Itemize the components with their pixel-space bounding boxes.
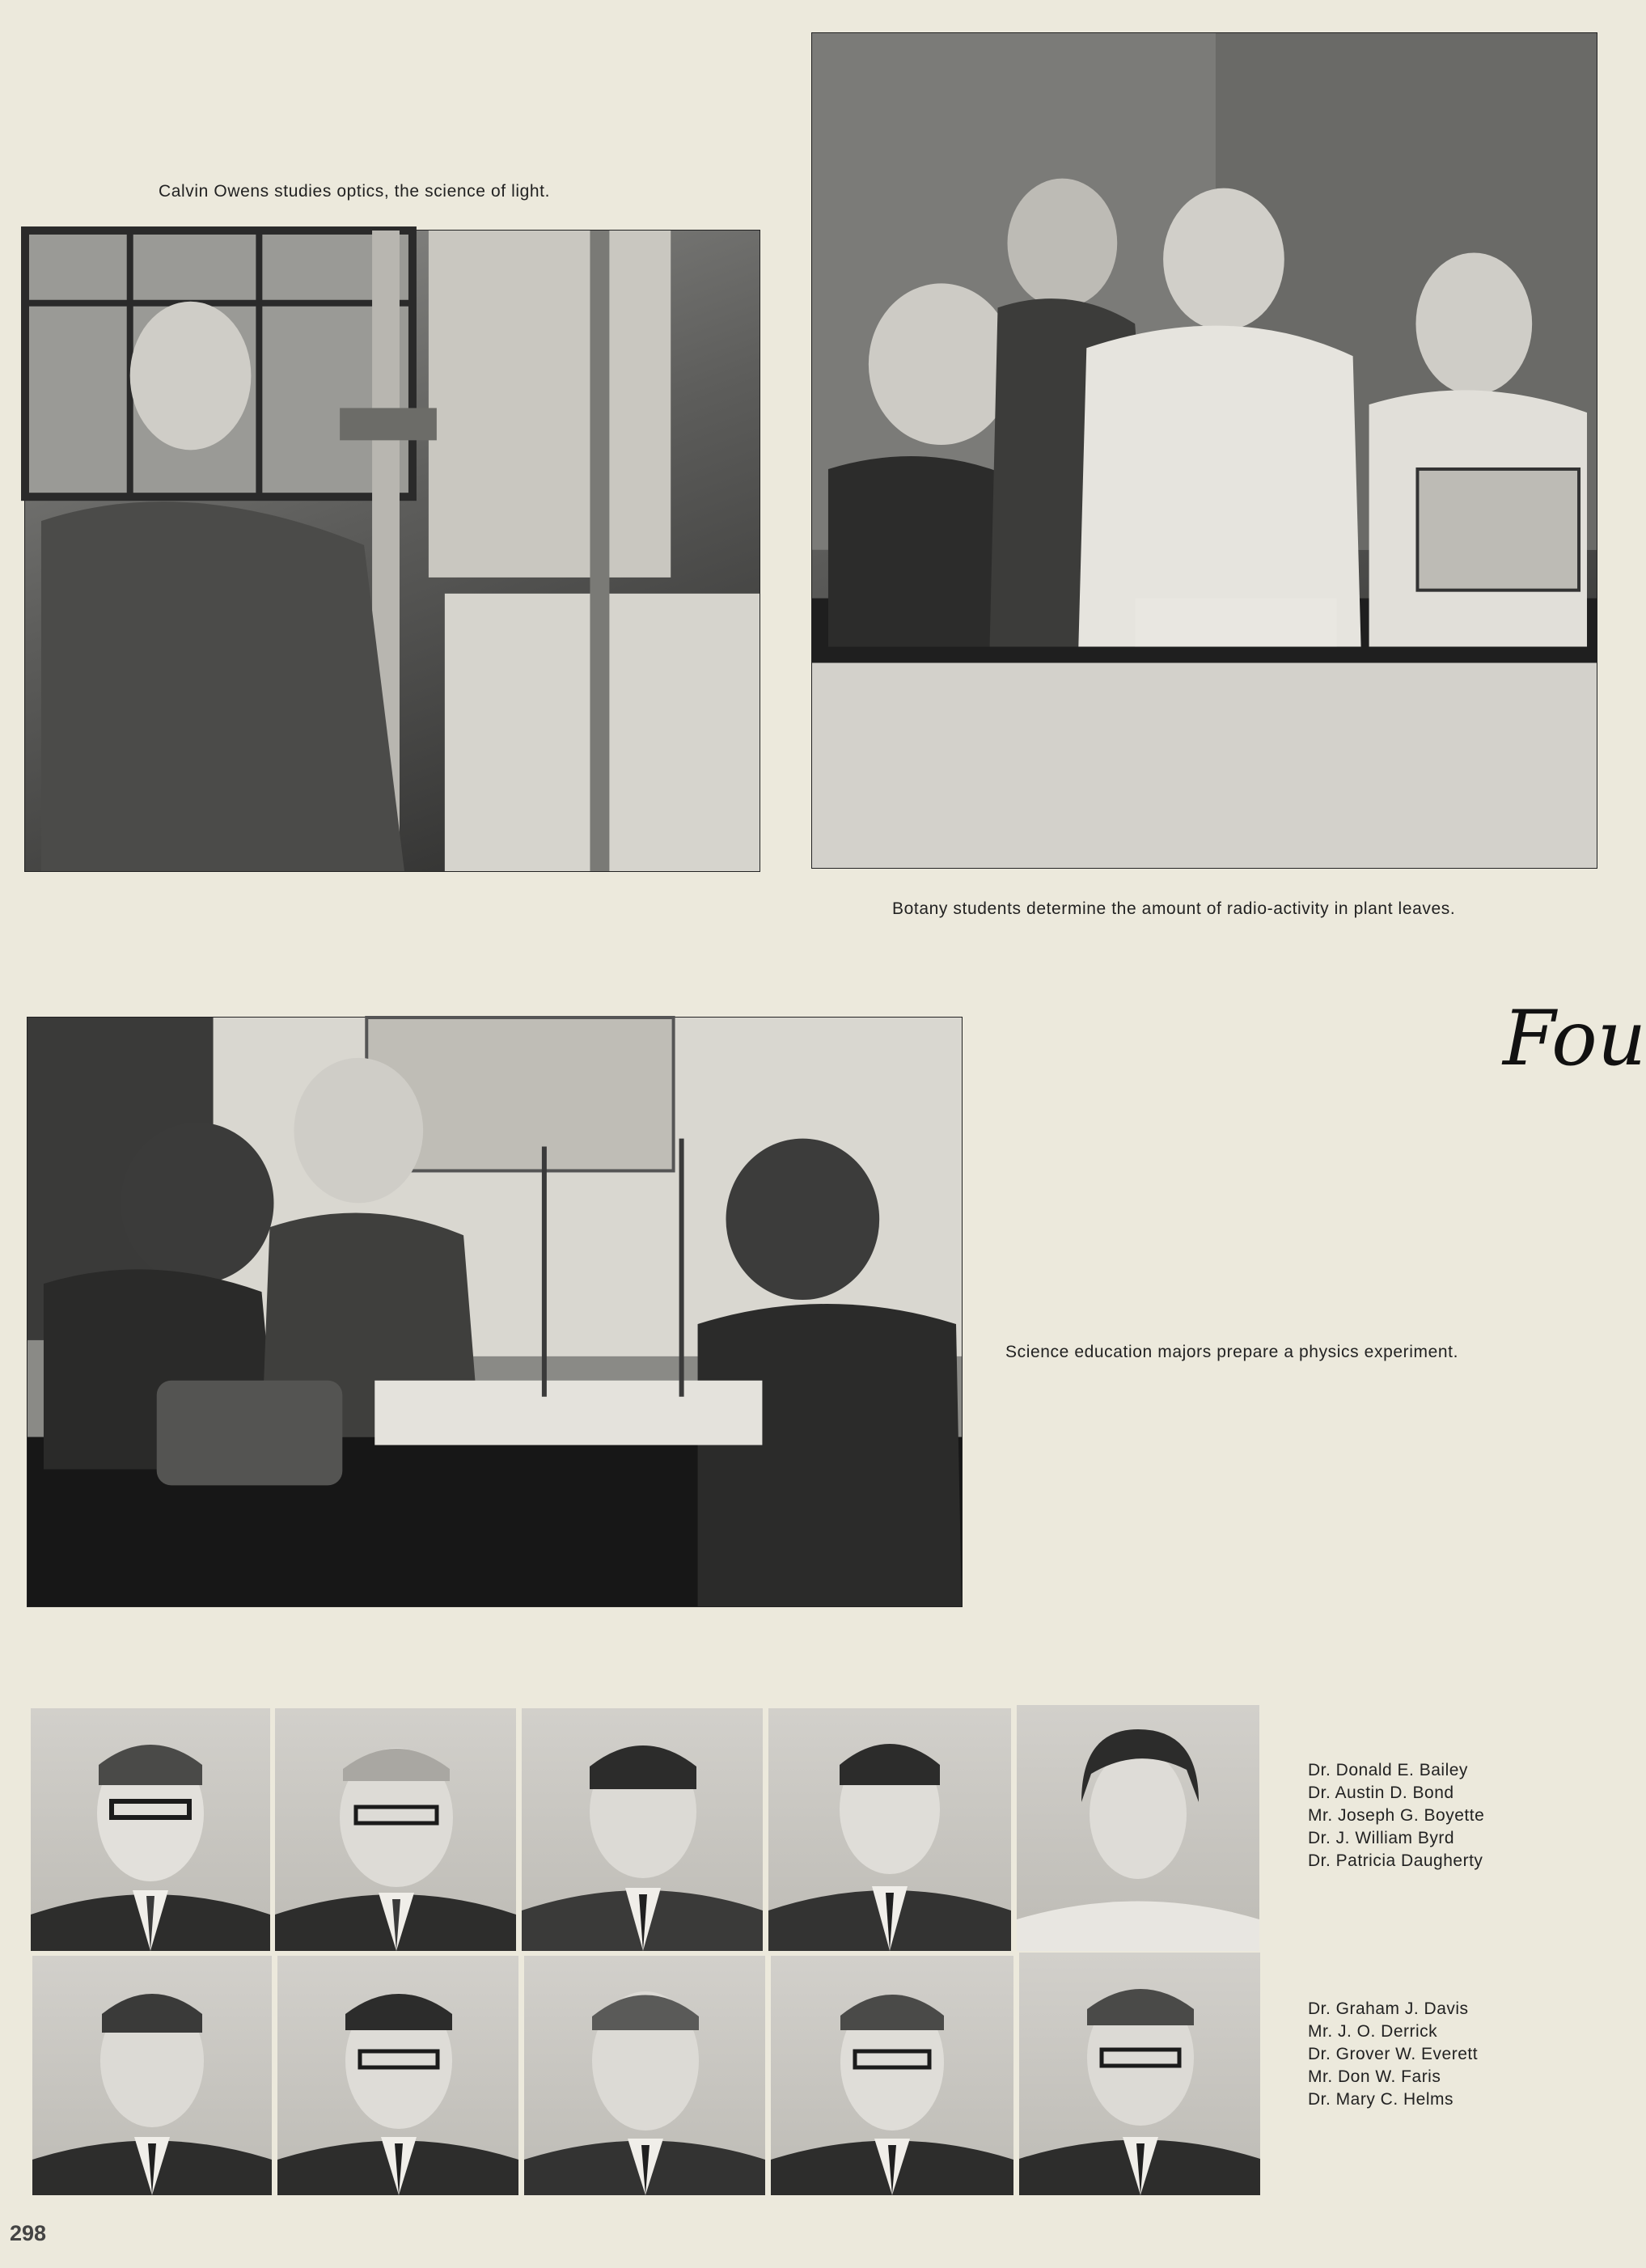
botany-caption: Botany students determine the amount of radio-activity in plant leaves.	[892, 899, 1456, 918]
faculty-name: Mr. Don W. Faris	[1308, 2067, 1441, 2086]
section-headline: Fou	[1503, 995, 1646, 1083]
faculty-name: Dr. Graham J. Davis	[1308, 1999, 1469, 2018]
faculty-name: Dr. J. William Byrd	[1308, 1829, 1455, 1847]
faculty-names-row1	[1308, 1759, 1484, 1872]
faculty-name: Mr. J. O. Derrick	[1308, 2022, 1438, 2041]
optics-caption: Calvin Owens studies optics, the science of light.	[159, 182, 551, 201]
portrait-row1-5	[1017, 1705, 1259, 1951]
portrait-row2-5	[1019, 1953, 1260, 2195]
portrait-row1-3	[522, 1708, 763, 1951]
faculty-name: Dr. Grover W. Everett	[1308, 2045, 1479, 2063]
faculty-name: Dr. Donald E. Bailey	[1308, 1761, 1468, 1779]
page-number: 298	[10, 2221, 47, 2245]
portrait-row2-3	[524, 1956, 765, 2195]
faculty-name: Dr. Austin D. Bond	[1308, 1784, 1454, 1802]
faculty-name: Dr. Mary C. Helms	[1308, 2090, 1454, 2109]
portrait-row1-1	[31, 1708, 270, 1951]
portrait-row2-2	[277, 1956, 518, 2195]
science-education-caption: Science education majors prepare a physics experiment.	[1005, 1343, 1459, 1361]
science-education-photo	[27, 1017, 963, 1607]
portrait-row2-4	[771, 1956, 1013, 2195]
portrait-row1-2	[275, 1708, 516, 1951]
faculty-name: Dr. Patricia Daugherty	[1308, 1851, 1483, 1870]
faculty-name: Mr. Joseph G. Boyette	[1308, 1806, 1485, 1825]
portrait-row2-1	[32, 1956, 272, 2195]
optics-photo	[24, 230, 760, 872]
faculty-names-row2	[1308, 1998, 1478, 2111]
portrait-row1-4	[768, 1708, 1011, 1951]
botany-photo	[811, 32, 1597, 869]
